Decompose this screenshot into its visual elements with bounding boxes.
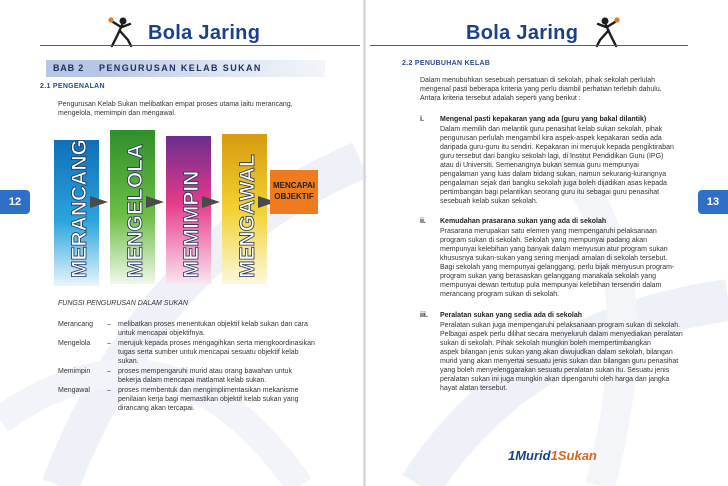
section-heading-2-1: 2.1 PENGENALAN [40, 83, 105, 90]
definition-term: Memimpin [58, 368, 91, 375]
item-line: guru tersebut dari bangku sekolah lagi, di Institut Pendidikan Guru (IPG) [440, 153, 664, 160]
item-line: khususnya sukan-sukan yang sering menjadi amalan di sekolah tersebut. [440, 255, 668, 262]
chapter-title: PENGURUSAN KELAB SUKAN [99, 63, 262, 73]
definition-dash: – [107, 321, 111, 328]
header-rule-left [40, 45, 360, 46]
header-rule-right [370, 45, 688, 46]
footer-brand-logo [508, 448, 597, 463]
definition-line: bekerja dalam mencapai matlamat kelab sukan. [118, 377, 267, 384]
item-heading: Mengenal pasti kepakaran yang ada (guru yang bakal dilantik) [440, 116, 647, 123]
page-number-right: 13 [698, 190, 728, 214]
definition-line: melibatkan proses menentukan objektif kelab sukan dan cara [118, 321, 308, 328]
step-label-mengawal: MENGAWAL [236, 154, 259, 278]
definition-line: sukan. [118, 358, 139, 365]
page-gutter [363, 0, 366, 486]
definition-term: Merancang [58, 321, 94, 328]
item-line: program sukan yang berasaskan gelanggang manakala sekolah yang [440, 273, 656, 280]
intro-paragraph-right [420, 76, 686, 103]
item-line: merancang program sukan di sekolah. [440, 291, 560, 298]
definition-line: proses membentuk dan mengimplimentasikan mekanisme [118, 387, 299, 394]
header-title-left: Bola Jaring [148, 22, 261, 44]
footer-logo-part2: 1Sukan [550, 448, 597, 463]
item-line: atau di Universiti. Semenangnya bukan semua guru mempunyai [440, 162, 639, 169]
footer-logo-part1: 1Murid [508, 448, 551, 463]
item-heading: Peralatan sukan yang sedia ada di sekolah [440, 312, 583, 319]
definition-line: tugas serta sumber untuk mencapai sesuatu objektif kelab [118, 349, 299, 356]
header-title-right: Bola Jaring [466, 22, 579, 44]
step-label-memimpin: MEMIMPIN [180, 170, 203, 278]
item-line: Prasarana merupakan satu elemen yang mempengaruhi pelaksanaan [440, 228, 657, 235]
item-number: iii. [420, 312, 428, 319]
item-line: sesebuah kelab sukan sekolah. [440, 198, 538, 205]
definition-term: Mengawal [58, 387, 90, 394]
definition-term: Mengelola [58, 340, 91, 347]
netball-player-logo-icon-right [594, 16, 620, 48]
item-line: Peralatan sukan juga mempengaruhi pelaksanaan program sukan di sekolah. [440, 322, 681, 329]
definition-dash: – [107, 340, 111, 347]
step-label-merancang: MERANCANG [68, 139, 91, 278]
definition-line: proses mempengaruhi murid atau orang bawahan untuk [118, 368, 292, 375]
item-line: aspek bilangan jenis sukan yang akan diwujudkan dalam sekolah, bilangan [440, 349, 673, 356]
section-heading-2-2: 2.2 PENUBUHAN KELAB [402, 60, 491, 67]
management-process-diagram [40, 128, 320, 290]
item-line: program sukan di sekolah. Sekolah yang mempunyai padang akan [440, 237, 648, 244]
item-line: sukan di sekolah. Pihak sekolah mungkin boleh mempertimbangkan [440, 340, 651, 347]
item-line: Dalam memilih dan melantik guru penasihat kelab sukan sekolah, pihak [440, 126, 663, 133]
chapter-number: BAB 2 [53, 63, 85, 73]
definition-line: untuk mencapai objektifnya. [118, 330, 205, 337]
intro-line: mengenal pasti beberapa kriteria yang perlu diambil perhatian terlebih dahulu. [420, 86, 662, 93]
fungsi-heading: FUNGSI PENGURUSAN DALAM SUKAN [58, 300, 188, 307]
item-body [440, 125, 688, 206]
definition-dash: – [107, 387, 111, 394]
intro-line: Antara kriteria tersebut adalah seperti yang berikut : [420, 95, 581, 102]
definition-text [118, 320, 328, 338]
definition-dash: – [107, 368, 111, 375]
intro-line: Pengurusan Kelab Sukan melibatkan empat proses utama iaitu merancang, [58, 101, 293, 108]
item-line: Pelbagai aspek perlu dilihat secara menyeluruh dalam menyediakan peralatan [440, 331, 683, 338]
definition-line: merujuk kepada proses mengagihkan serta mengkoordinasikan [118, 340, 315, 347]
item-number: i. [420, 116, 424, 123]
definition-line: dirancang akan tercapai. [118, 405, 195, 412]
item-body [440, 227, 688, 299]
item-line: peralatan sukan ini juga mungkin akan dipengaruhi oleh harga dan jangka [440, 376, 670, 383]
item-body [440, 321, 688, 393]
item-line: hayat alatan tersebut. [440, 385, 508, 392]
intro-paragraph-left [58, 100, 318, 118]
item-line: yang boleh menyelenggarakan sesuatu peralatan sukan itu. Sesuatu jenis [440, 367, 670, 374]
goal-label-line1: MENCAPAI [272, 181, 316, 190]
item-line: pengurusan perlulah mengambil kira aspek-aspek kepakaran sedia ada [440, 135, 662, 142]
definition-text [118, 339, 328, 366]
item-line: pertimbangan bagi pelantikan seorang guru itu sebagai guru penasihat [440, 189, 660, 196]
item-line: Bagi sekolah yang mempunyai gelanggang, perlu bijak menyusun program- [440, 264, 675, 271]
step-label-mengelola: MENGELOLA [124, 143, 147, 278]
item-line: mempunyai kelebihan yang banyak dalam menyusun atur program sukan [440, 246, 668, 253]
definition-text [118, 367, 328, 385]
page-number-left: 12 [0, 190, 30, 214]
intro-line: mengelola, memimpin dan mengawal. [58, 110, 176, 117]
item-line: mempunyai dewan tertutup pula mempunyai kelebihan tersendiri dalam [440, 282, 662, 289]
item-line: daripada guru-guru itu sendiri. Kepakaran ini merujuk kepada pengiktiraban [440, 144, 674, 151]
definition-line: penilaian kerja bagi memastikan objektif kelab sukan yang [118, 396, 299, 403]
item-heading: Kemudahan prasarana sukan yang ada di sekolah [440, 218, 607, 225]
intro-line: Dalam menubuhkan sesebuah persatuan di sekolah, pihak sekolah perlulah [420, 77, 656, 84]
item-number: ii. [420, 218, 426, 225]
item-line: murid yang akan menyertai sesuatu jenis sukan dan bilangan guru penasihat [440, 358, 679, 365]
netball-player-logo-icon [108, 16, 134, 48]
definition-text [118, 386, 328, 413]
item-line: pengalaman sejak dari bangku sekolah juga boleh dijadikan asas kepada [440, 180, 667, 187]
goal-label-line2: OBJEKTIF [274, 192, 314, 201]
item-line: pengalaman yang luas dalam bidang sukan, namun sekurang-kurangnya [440, 171, 667, 178]
